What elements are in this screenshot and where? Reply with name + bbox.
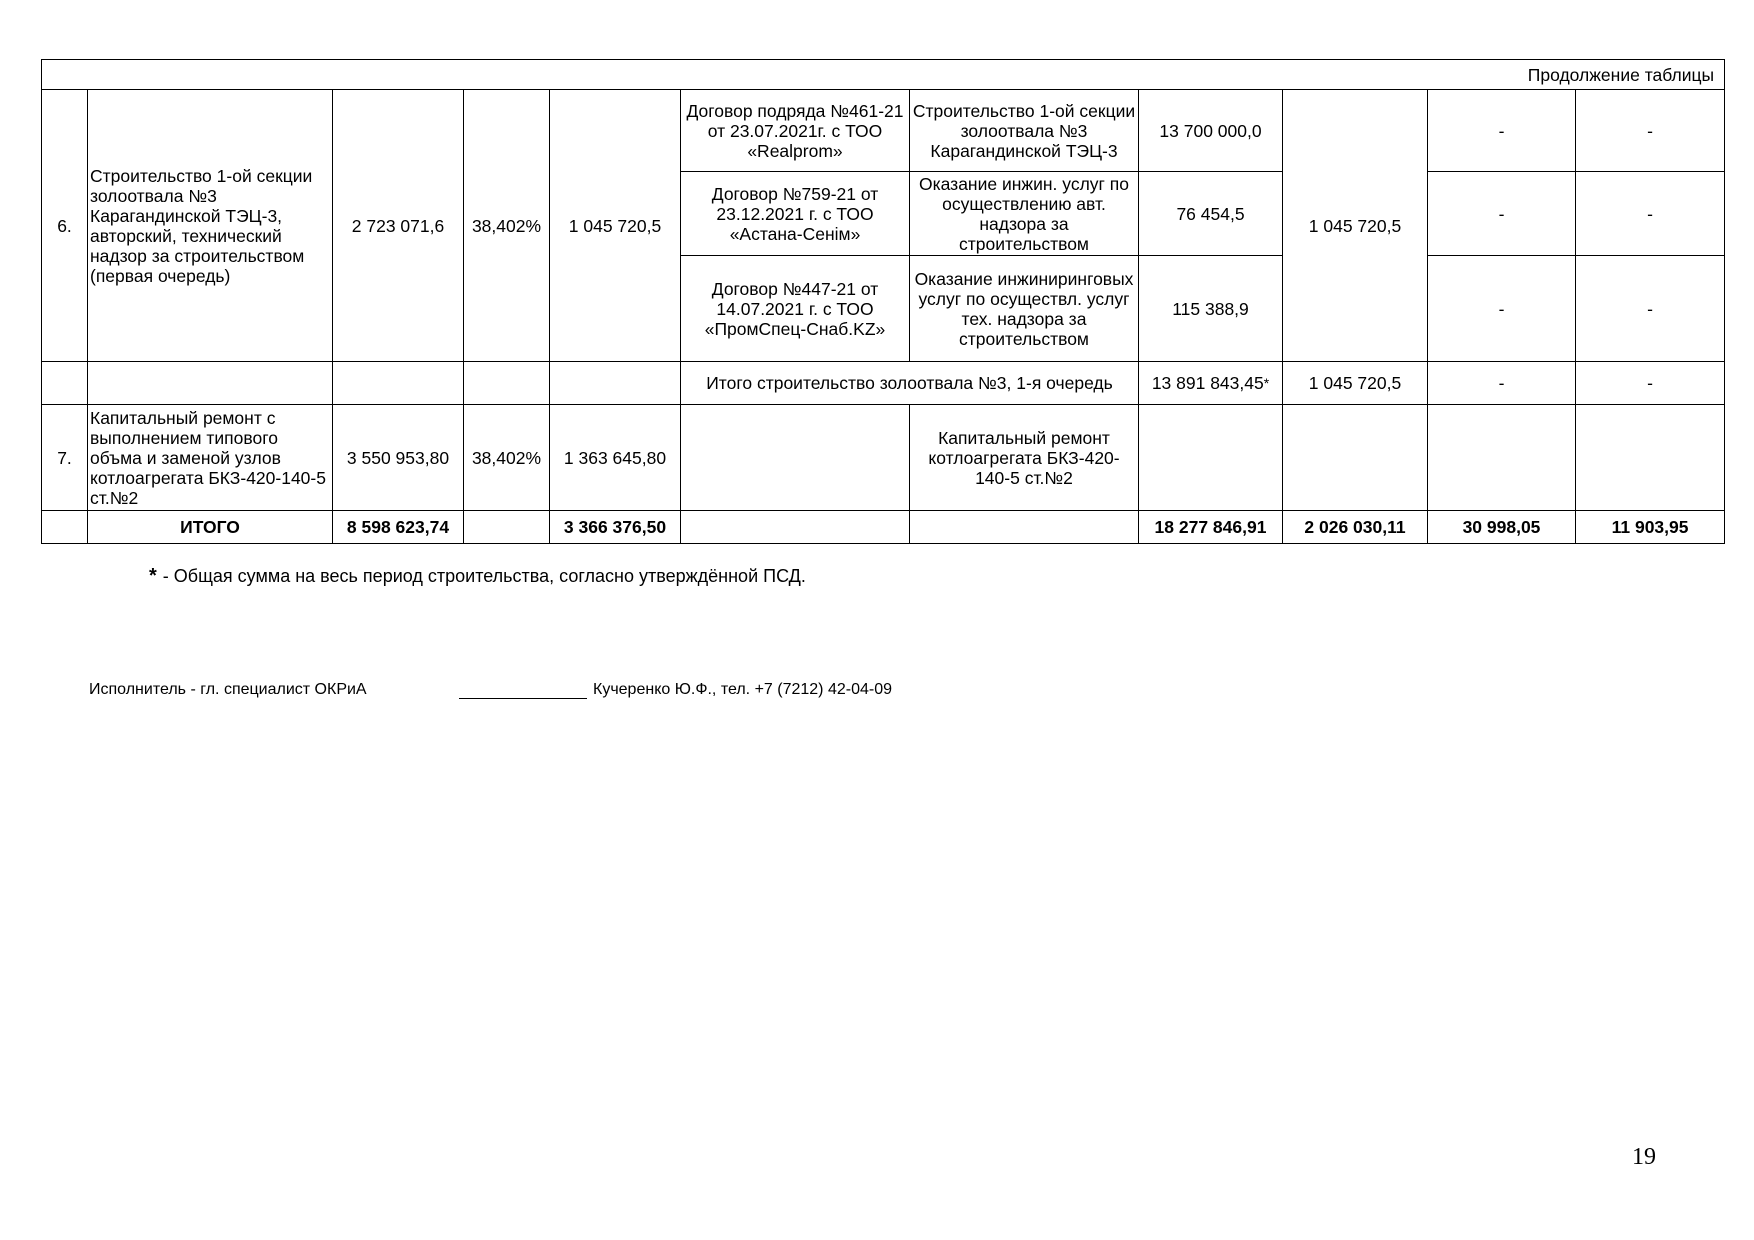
total-col10: 30 998,05 [1428, 511, 1576, 544]
signature-name: Кучеренко Ю.Ф., тел. +7 (7212) 42-04-09 [593, 681, 892, 698]
object-name: Капитальный ремонт с выполнением типового объма и заменой узлов котлоагрегата БКЗ-420-140-5 ст.№2 [88, 405, 333, 511]
continuation-row [42, 60, 1725, 90]
subtotal-amount-value: 13 891 843,45 [1151, 373, 1264, 393]
share-percent: 38,402% [464, 90, 550, 362]
col10-cell: - [1428, 256, 1576, 362]
subject-cell: Оказание инжиниринговых услуг по осуществл. услуг тех. надзора за строительством [910, 256, 1139, 362]
share-amount: 1 045 720,5 [550, 90, 681, 362]
object-name: Строительство 1-ой секции золоотвала №3 Карагандинской ТЭЦ-3, авторский, технический надзор за строительством (первая очередь) [88, 90, 333, 362]
col10-cell: - [1428, 90, 1576, 172]
row-number: 6. [42, 90, 88, 362]
contract-cell: Договор №759-21 от 23.12.2021 г. с ТОО «Астана-Сенім» [681, 172, 910, 256]
page-number: 19 [1632, 1144, 1656, 1170]
empty-cell [333, 362, 464, 405]
empty-cell [681, 511, 910, 544]
total-label: ИТОГО [88, 511, 333, 544]
col11-cell: - [1576, 172, 1725, 256]
footnote-star: * [149, 565, 157, 587]
subtotal-amount [1139, 362, 1283, 405]
subject-cell: Капитальный ремонт котлоагрегата БКЗ-420-140-5 ст.№2 [910, 405, 1139, 511]
amount-cell: 76 454,5 [1139, 172, 1283, 256]
row-number: 7. [42, 405, 88, 511]
contract-cell: Договор подряда №461-21 от 23.07.2021г. с ТОО «Realprom» [681, 90, 910, 172]
empty-cell [42, 511, 88, 544]
subtotal-label: Итого строительство золоотвала №3, 1-я очередь [681, 362, 1139, 405]
subject-cell: Оказание инжин. услуг по осуществлению авт. надзора за строительством [910, 172, 1139, 256]
data-table [41, 59, 1725, 544]
contract-cell: Договор №447-21 от 14.07.2021 г. с ТОО «ПромСпец-Снаб.KZ» [681, 256, 910, 362]
footnote [149, 565, 806, 588]
empty-cell [681, 405, 910, 511]
signature-role: Исполнитель - гл. специалист ОКРиА [89, 681, 367, 698]
col9-cell: 1 045 720,5 [1283, 362, 1428, 405]
planned-amount: 2 723 071,6 [333, 90, 464, 362]
share-amount: 1 363 645,80 [550, 405, 681, 511]
empty-cell [550, 362, 681, 405]
empty-cell [1576, 405, 1725, 511]
empty-cell [88, 362, 333, 405]
total-planned: 8 598 623,74 [333, 511, 464, 544]
col11-cell: - [1576, 90, 1725, 172]
col11-cell: - [1576, 362, 1725, 405]
empty-cell [464, 511, 550, 544]
col10-cell: - [1428, 172, 1576, 256]
total-amount: 18 277 846,91 [1139, 511, 1283, 544]
empty-cell [1283, 405, 1428, 511]
share-percent: 38,402% [464, 405, 550, 511]
total-col9: 2 026 030,11 [1283, 511, 1428, 544]
empty-cell [910, 511, 1139, 544]
empty-cell [42, 362, 88, 405]
total-col11: 11 903,95 [1576, 511, 1725, 544]
subtotal-row [42, 362, 1725, 405]
amount-cell: 115 388,9 [1139, 256, 1283, 362]
table-row [42, 405, 1725, 511]
empty-cell [464, 362, 550, 405]
amount-cell: 13 700 000,0 [1139, 90, 1283, 172]
continuation-label: Продолжение таблицы [42, 60, 1725, 90]
col9-cell: 1 045 720,5 [1283, 90, 1428, 362]
table-row [42, 90, 1725, 172]
col11-cell: - [1576, 256, 1725, 362]
subject-cell: Строительство 1-ой секции золоотвала №3 Карагандинской ТЭЦ-3 [910, 90, 1139, 172]
footnote-marker: * [1263, 375, 1270, 391]
total-row [42, 511, 1725, 544]
planned-amount: 3 550 953,80 [333, 405, 464, 511]
empty-cell [1428, 405, 1576, 511]
signature-blank [459, 682, 587, 699]
empty-cell [1139, 405, 1283, 511]
total-share-amount: 3 366 376,50 [550, 511, 681, 544]
footnote-text: - Общая сумма на весь период строительства, согласно утверждённой ПСД. [162, 566, 806, 586]
col10-cell: - [1428, 362, 1576, 405]
signature-line [89, 681, 892, 699]
